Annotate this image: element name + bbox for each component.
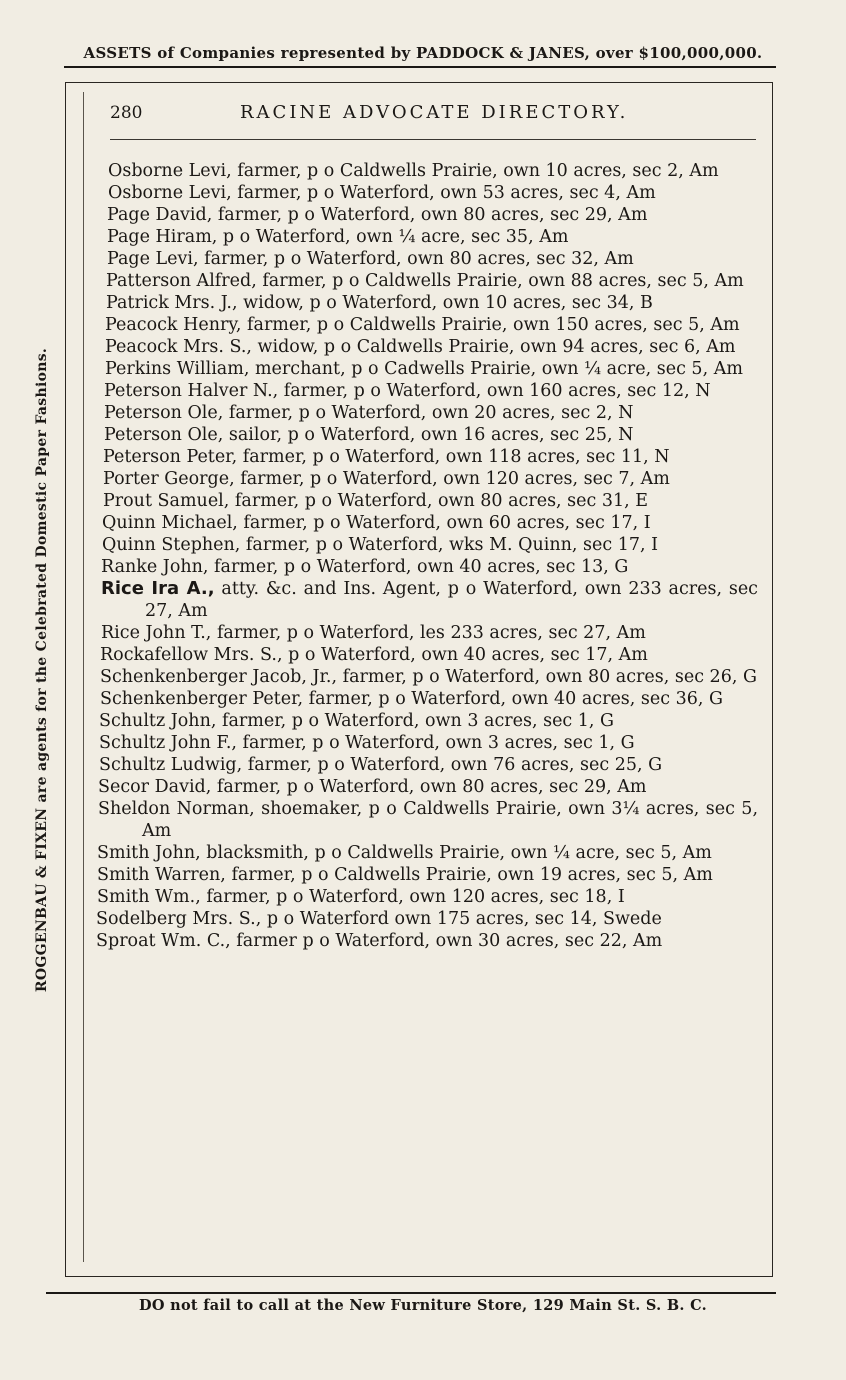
directory-entry: [97, 864, 758, 886]
entry-details: sailor, p o Waterford, own 16 acres, sec 25, N: [223, 425, 634, 445]
entry-name: Peacock Mrs. S.,: [105, 337, 252, 357]
entry-name: Schenkenberger Peter,: [100, 689, 304, 709]
entry-details: p o Waterford, own 40 acres, sec 17, Am: [282, 645, 648, 665]
footer-rule: [46, 1292, 776, 1294]
directory-entry: [106, 292, 758, 314]
entry-name: Peterson Ole,: [104, 403, 224, 423]
directory-entry: [107, 226, 758, 248]
entry-name: Schenkenberger Jacob, Jr.,: [100, 667, 338, 687]
directory-entry: [101, 578, 758, 622]
entry-details: atty. &c. and Ins. Agent, p o Waterford, own 233 acres, sec 27, Am: [145, 579, 758, 621]
directory-entry: [97, 842, 758, 864]
entry-details: farmer, p o Waterford, les 233 acres, sec 27, Am: [211, 623, 646, 643]
entry-details: farmer, p o Waterford, own 80 acres, sec 26, G: [337, 667, 757, 687]
running-head-rule: [110, 139, 756, 140]
entry-name: Sheldon Norman,: [98, 799, 255, 819]
entry-name: Schultz Ludwig,: [99, 755, 243, 775]
directory-entry: [99, 710, 758, 732]
entry-name: Osborne Levi,: [108, 161, 232, 181]
directory-entry: [100, 688, 758, 710]
entry-details: farmer, p o Waterford, own 40 acres, sec 13, G: [208, 557, 629, 577]
entry-details: farmer, p o Waterford, own 80 acres, sec 31, E: [229, 491, 649, 511]
directory-entry: [104, 380, 758, 402]
entry-name: Prout Samuel,: [103, 491, 230, 511]
entry-name: Smith Wm.,: [97, 887, 201, 907]
entry-details: widow, p o Caldwells Prairie, own 94 acres, sec 6, Am: [251, 337, 736, 357]
entry-name: Schultz John,: [99, 711, 217, 731]
entry-name: Quinn Stephen,: [102, 535, 241, 555]
entry-name: Page David,: [107, 205, 213, 225]
entry-name: Perkins William,: [105, 359, 250, 379]
entry-name: Sproat Wm. C.,: [96, 931, 231, 951]
entry-details: p o Waterford, own ¼ acre, sec 35, Am: [217, 227, 569, 247]
entry-name: Page Levi,: [107, 249, 199, 269]
entry-details: farmer, p o Waterford, wks M. Quinn, sec 17, I: [240, 535, 659, 555]
entry-details: farmer, p o Waterford, own 3 acres, sec 1, G: [236, 733, 635, 753]
header-rule: [64, 66, 776, 68]
directory-entry: [96, 930, 758, 952]
entry-name: Smith Warren,: [97, 865, 226, 885]
entry-details: farmer, p o Waterford, own 20 acres, sec 2, N: [223, 403, 634, 423]
entry-details: farmer, p o Waterford, own 3 acres, sec 1, G: [216, 711, 615, 731]
entry-details: farmer, p o Waterford, own 118 acres, sec 11, N: [237, 447, 670, 467]
entry-details: shoemaker, p o Caldwells Prairie, own 3¼ acres, sec 5, Am: [142, 799, 759, 841]
directory-entry: [104, 402, 758, 424]
directory-entry: [108, 160, 758, 182]
directory-entry: [103, 468, 758, 490]
directory-entry: [103, 446, 758, 468]
directory-entry: [105, 336, 758, 358]
directory-entry: [100, 666, 758, 688]
entry-details: merchant, p o Cadwells Prairie, own ¼ acre, sec 5, Am: [249, 359, 743, 379]
entry-name: Smith John,: [97, 843, 201, 863]
entry-name: Rice Ira A.,: [101, 578, 215, 599]
entry-name: Osborne Levi,: [108, 183, 232, 203]
entry-details: farmer, p o Caldwells Prairie, own 10 acres, sec 2, Am: [231, 161, 719, 181]
entry-details: farmer, p o Waterford, own 60 acres, sec 17, I: [237, 513, 651, 533]
directory-entry: [97, 886, 758, 908]
running-head: RACINE ADVOCATE DIRECTORY.: [240, 102, 629, 123]
entry-details: farmer, p o Waterford, own 160 acres, sec 12, N: [278, 381, 711, 401]
entry-name: Rice John T.,: [101, 623, 212, 643]
entry-details: farmer, p o Waterford, own 40 acres, sec 36, G: [303, 689, 723, 709]
directory-entry: [103, 490, 758, 512]
directory-entry: [107, 248, 758, 270]
entry-details: farmer, p o Caldwells Prairie, own 88 acres, sec 5, Am: [256, 271, 744, 291]
directory-entry: [102, 534, 758, 556]
entry-details: farmer, p o Waterford, own 80 acres, sec 29, Am: [212, 205, 648, 225]
entry-details: blacksmith, p o Caldwells Prairie, own ¼ acre, sec 5, Am: [200, 843, 712, 863]
entry-details: farmer p o Waterford, own 30 acres, sec 22, Am: [230, 931, 663, 951]
directory-entry: [108, 182, 758, 204]
entry-name: Page Hiram,: [107, 227, 218, 247]
inner-margin-line: [83, 92, 84, 1262]
entry-name: Patterson Alfred,: [106, 271, 257, 291]
entry-details: farmer, p o Caldwells Prairie, own 150 acres, sec 5, Am: [241, 315, 740, 335]
directory-entry: [105, 358, 758, 380]
footer-advertisement: DO not fail to call at the New Furniture Store, 129 Main St. S. B. C.: [138, 1297, 708, 1314]
entry-name: Peterson Ole,: [104, 425, 224, 445]
entry-name: Peterson Halver N.,: [104, 381, 279, 401]
directory-entry: [98, 776, 758, 798]
entry-details: farmer, p o Caldwells Prairie, own 19 acres, sec 5, Am: [225, 865, 713, 885]
directory-entry: [105, 314, 758, 336]
entry-name: Sodelberg Mrs. S.,: [96, 909, 262, 929]
directory-entry: [106, 270, 758, 292]
entry-details: farmer, p o Waterford, own 53 acres, sec 4, Am: [231, 183, 656, 203]
directory-entries: [96, 160, 758, 952]
entry-details: farmer, p o Waterford, own 76 acres, sec 25, G: [242, 755, 663, 775]
entry-details: widow, p o Waterford, own 10 acres, sec 34, B: [237, 293, 653, 313]
entry-name: Quinn Michael,: [102, 513, 238, 533]
entry-details: farmer, p o Waterford, own 120 acres, sec 7, Am: [234, 469, 670, 489]
entry-details: farmer, p o Waterford, own 120 acres, sec 18, I: [200, 887, 625, 907]
header-advertisement: ASSETS of Companies represented by PADDOCK & JANES, over $100,000,000.: [83, 44, 763, 62]
directory-entry: [96, 908, 758, 930]
entry-name: Peterson Peter,: [103, 447, 238, 467]
directory-entry: [104, 424, 758, 446]
entry-name: Peacock Henry,: [105, 315, 242, 335]
entry-name: Porter George,: [103, 469, 235, 489]
entry-name: Rockafellow Mrs. S.,: [100, 645, 283, 665]
directory-entry: [98, 798, 758, 842]
entry-name: Ranke John,: [101, 557, 209, 577]
side-advertisement: ROGGENBAU & FIXEN are agents for the Celebrated Domestic Paper Fashions.: [34, 347, 50, 993]
directory-entry: [107, 204, 758, 226]
entry-name: Secor David,: [98, 777, 212, 797]
page-number: 280: [110, 103, 143, 123]
directory-entry: [99, 754, 758, 776]
entry-details: farmer, p o Waterford, own 80 acres, sec 32, Am: [198, 249, 634, 269]
directory-entry: [101, 622, 758, 644]
directory-entry: [100, 644, 758, 666]
directory-entry: [99, 732, 758, 754]
entry-name: Schultz John F.,: [99, 733, 237, 753]
entry-details: farmer, p o Waterford, own 80 acres, sec 29, Am: [211, 777, 647, 797]
entry-name: Patrick Mrs. J.,: [106, 293, 238, 313]
directory-entry: [101, 556, 758, 578]
entry-details: p o Waterford own 175 acres, sec 14, Swede: [261, 909, 662, 929]
directory-entry: [102, 512, 758, 534]
